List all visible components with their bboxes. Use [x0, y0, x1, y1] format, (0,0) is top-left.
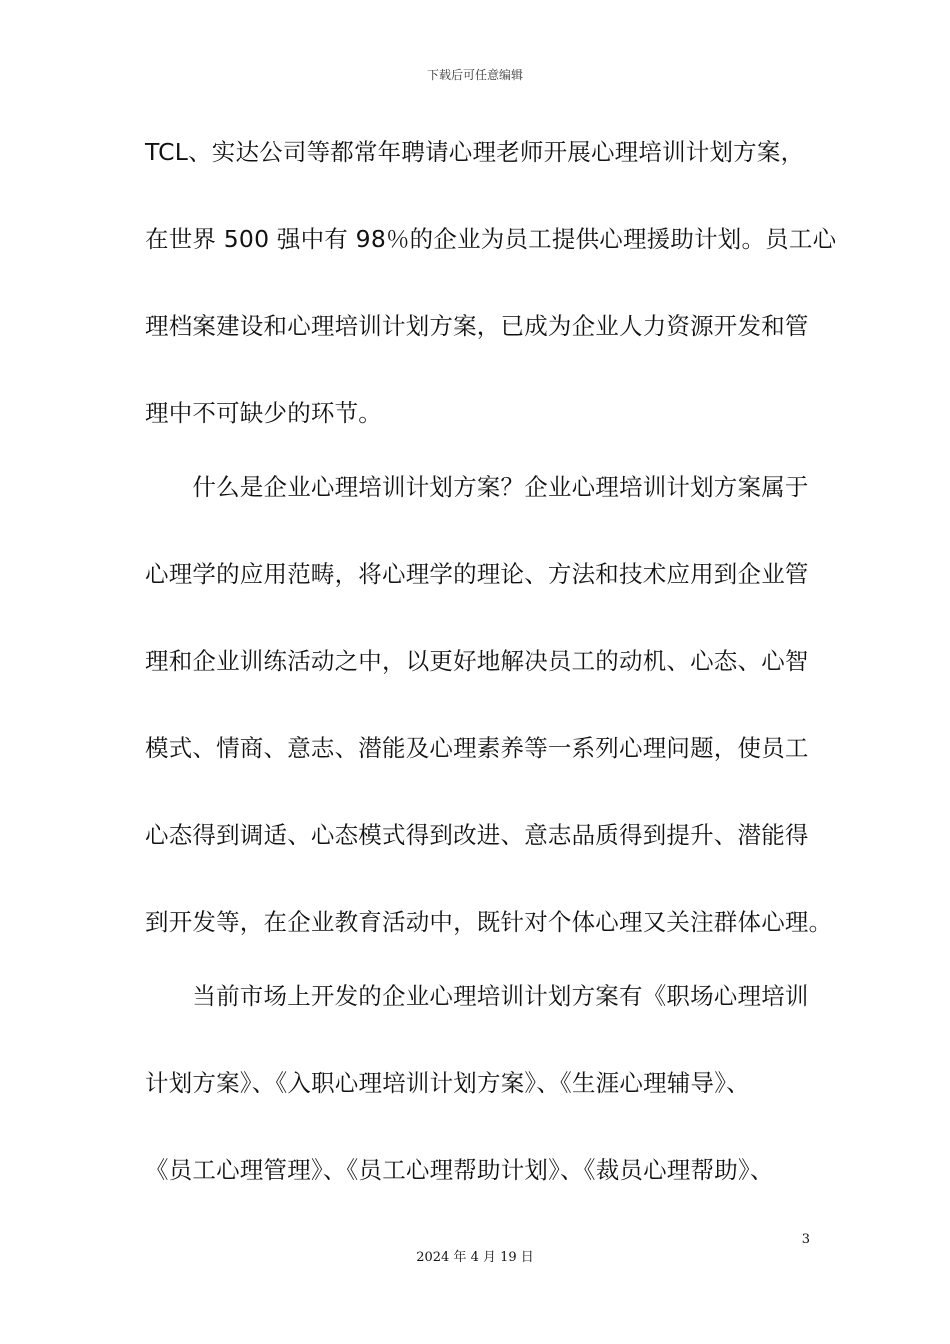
body-line-1: TCL、实达公司等都常年聘请心理老师开展心理培训计划方案，	[145, 138, 805, 166]
body-line-10: 到开发等，在企业教育活动中，既针对个体心理又关注群体心理。	[145, 908, 833, 936]
body-line-8: 模式、情商、意志、潜能及心理素养等一系列心理问题，使员工	[145, 734, 809, 762]
footer-date: 2024 年 4 月 19 日	[416, 1250, 534, 1265]
body-line-2: 在世界 500 强中有 98％的企业为员工提供心理援助计划。员工心	[145, 225, 837, 253]
body-line-9: 心态得到调适、心态模式得到改进、意志品质得到提升、潜能得	[145, 821, 809, 849]
body-line-4: 理中不可缺少的环节。	[145, 399, 382, 427]
body-line-13: 《员工心理管理》、《员工心理帮助计划》、《裁员心理帮助》、	[145, 1156, 774, 1184]
page-number: 3	[801, 1232, 810, 1247]
body-line-12: 计划方案》、《入职心理培训计划方案》、《生涯心理辅导》、	[145, 1069, 750, 1097]
body-line-3: 理档案建设和心理培训计划方案，已成为企业人力资源开发和管	[145, 312, 809, 340]
body-line-11: 当前市场上开发的企业心理培训计划方案有《职场心理培训	[145, 982, 809, 1010]
page-header: 下载后可任意编辑	[426, 68, 523, 82]
body-line-5: 什么是企业心理培训计划方案？企业心理培训计划方案属于	[145, 473, 809, 501]
body-line-6: 心理学的应用范畴，将心理学的理论、方法和技术应用到企业管	[145, 560, 809, 588]
body-line-7: 理和企业训练活动之中，以更好地解决员工的动机、心态、心智	[145, 647, 809, 675]
